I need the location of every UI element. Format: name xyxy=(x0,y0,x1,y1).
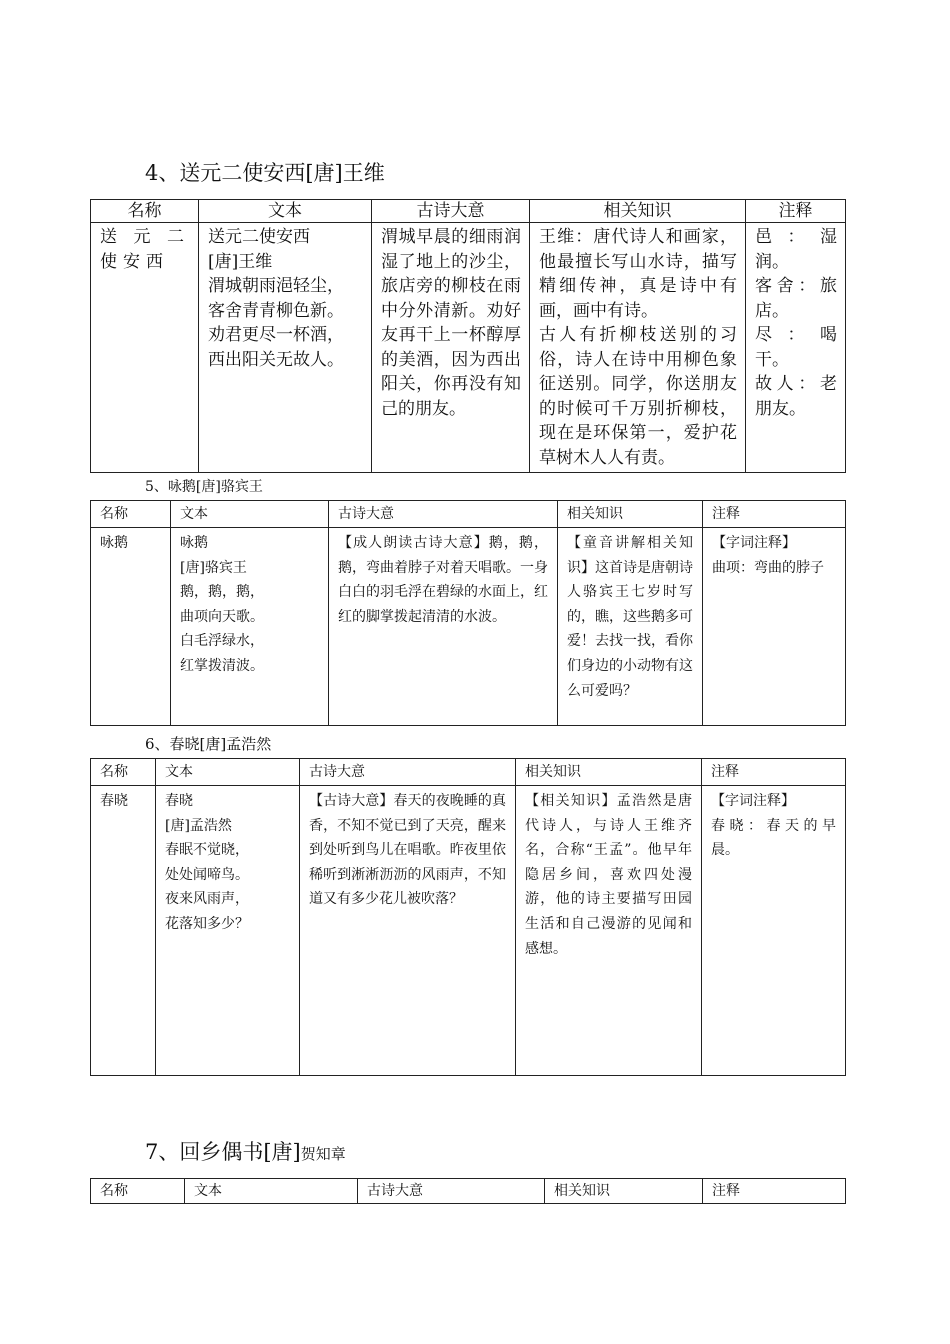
note-line: 曲项：弯曲的脖子 xyxy=(712,559,824,576)
text-line: 送元二使安西 xyxy=(208,227,310,247)
poem-text xyxy=(156,786,300,1076)
section-4-title: 4、送元二使安西[唐]王维 xyxy=(145,161,385,185)
poem-meaning: 渭城早晨的细雨润湿了地上的沙尘，旅店旁的柳枝在雨中分外清新。劝好友再干上一杯醇厚的美酒，因为西出阳关，你再没有知己的朋友。 xyxy=(372,223,530,473)
poem-knowledge: 【相关知识】孟浩然是唐代诗人，与诗人王维齐名，合称“王孟”。他早年隐居乡间，喜欢四处漫游，他的诗主要描写田园生活和自己漫游的见闻和感想。 xyxy=(516,786,702,1076)
header-meaning: 古诗大意 xyxy=(372,200,530,223)
section-5 xyxy=(90,478,845,496)
header-name: 名称 xyxy=(91,200,199,223)
section-7 xyxy=(90,1139,845,1167)
poem-notes xyxy=(703,528,846,726)
table-header-row xyxy=(91,759,846,786)
poem-meaning: 【成人朗读古诗大意】鹅，鹅，鹅，弯曲着脖子对着天唱歌。一身白白的羽毛浮在碧绿的水面上，红红的脚掌拨起清清的水波。 xyxy=(329,528,558,726)
section-6-title: 6、春晓[唐]孟浩然 xyxy=(145,735,272,753)
header-meaning: 古诗大意 xyxy=(300,759,516,786)
knowledge-para: 古人有折柳枝送别的习俗，诗人在诗中用柳色象征送别。同学，你送朋友的时候可千万别折柳枝，现在是环保第一，爱护花草树木人人有责。 xyxy=(539,325,737,468)
section-5-table xyxy=(90,500,846,726)
table-row xyxy=(91,528,846,726)
text-line: 夜来风雨声， xyxy=(165,891,249,908)
header-knowledge: 相关知识 xyxy=(530,200,746,223)
text-line: 春晓 xyxy=(165,793,193,809)
section-4-table-wrap xyxy=(90,199,845,473)
section-7-title-author: 贺知章 xyxy=(300,1145,346,1163)
header-knowledge: 相关知识 xyxy=(516,759,702,786)
text-line: 咏鹅 xyxy=(180,535,208,551)
text-line: 白毛浮绿水， xyxy=(180,633,264,650)
note-line: 【字词注释】 xyxy=(712,535,796,551)
text-line: 西出阳关无故人。 xyxy=(208,349,344,370)
poem-name: 春晓 xyxy=(91,786,156,1076)
section-6 xyxy=(90,735,845,753)
header-name: 名称 xyxy=(91,501,171,528)
poem-knowledge: 【童音讲解相关知识】这首诗是唐朝诗人骆宾王七岁时写的，瞧，这些鹅多可爱！去找一找，看你们身边的小动物有这么可爱吗？ xyxy=(558,528,703,726)
poem-name: 送元二使安西 xyxy=(91,223,199,473)
header-notes: 注释 xyxy=(703,1179,846,1204)
header-name: 名称 xyxy=(91,759,156,786)
note-line: 春晓：春天的早晨。 xyxy=(711,817,836,859)
text-line: 渭城朝雨浥轻尘， xyxy=(208,276,344,296)
table-header-row xyxy=(91,1179,846,1204)
header-knowledge: 相关知识 xyxy=(558,501,703,528)
poem-notes xyxy=(702,786,846,1076)
header-notes: 注释 xyxy=(746,200,846,223)
poem-name: 咏鹅 xyxy=(91,528,171,726)
header-meaning: 古诗大意 xyxy=(358,1179,545,1204)
text-line: [唐]骆宾王 xyxy=(180,559,247,576)
table-header-row xyxy=(91,200,846,223)
section-7-title xyxy=(90,1139,845,1167)
note-line: 邑：湿润。 xyxy=(755,227,837,272)
text-line: 春眠不觉晓， xyxy=(165,842,249,859)
table-row xyxy=(91,223,846,473)
poem-text xyxy=(199,223,372,473)
header-notes: 注释 xyxy=(703,501,846,528)
note-line: 【字词注释】 xyxy=(711,793,795,809)
section-7-table-wrap xyxy=(90,1178,845,1204)
text-line: 鹅，鹅，鹅， xyxy=(180,584,264,601)
section-4-table xyxy=(90,199,846,473)
header-text: 文本 xyxy=(185,1179,358,1204)
section-6-table-wrap xyxy=(90,758,845,1076)
text-line: 客舍青青柳色新。 xyxy=(208,300,344,321)
table-row xyxy=(91,786,846,1076)
text-line: 红掌拨清波。 xyxy=(180,657,264,674)
text-line: 曲项向天歌。 xyxy=(180,608,264,625)
poem-text xyxy=(171,528,329,726)
note-line: 尽：喝干。 xyxy=(755,325,837,370)
poem-meaning: 【古诗大意】春天的夜晚睡的真香，不知不觉已到了天亮，醒来到处听到鸟儿在唱歌。昨夜里依稀听到淅淅沥沥的风雨声，不知道又有多少花儿被吹落？ xyxy=(300,786,516,1076)
note-line: 客舍：旅店。 xyxy=(755,276,837,321)
section-6-table xyxy=(90,758,846,1076)
table-header-row xyxy=(91,501,846,528)
header-notes: 注释 xyxy=(702,759,846,786)
text-line: 花落知多少？ xyxy=(165,915,249,932)
text-line: [唐]王维 xyxy=(208,251,273,272)
poem-knowledge xyxy=(530,223,746,473)
knowledge-para: 王维：唐代诗人和画家，他最擅长写山水诗，描写精细传神，真是诗中有画，画中有诗。 xyxy=(539,227,737,321)
header-meaning: 古诗大意 xyxy=(329,501,558,528)
header-knowledge: 相关知识 xyxy=(545,1179,703,1204)
text-line: 处处闻啼鸟。 xyxy=(165,866,249,883)
section-5-table-wrap xyxy=(90,500,845,726)
note-line: 故人：老朋友。 xyxy=(755,374,837,419)
text-line: 劝君更尽一杯酒， xyxy=(208,325,344,345)
section-7-title-main: 7、回乡偶书[唐] xyxy=(145,1140,301,1164)
text-line: [唐]孟浩然 xyxy=(165,817,232,834)
section-5-title: 5、咏鹅[唐]骆宾王 xyxy=(145,479,263,495)
header-text: 文本 xyxy=(156,759,300,786)
section-7-table xyxy=(90,1178,846,1204)
poem-notes xyxy=(746,223,846,473)
header-name: 名称 xyxy=(91,1179,185,1204)
header-text: 文本 xyxy=(171,501,329,528)
header-text: 文本 xyxy=(199,200,372,223)
section-4 xyxy=(90,160,845,186)
